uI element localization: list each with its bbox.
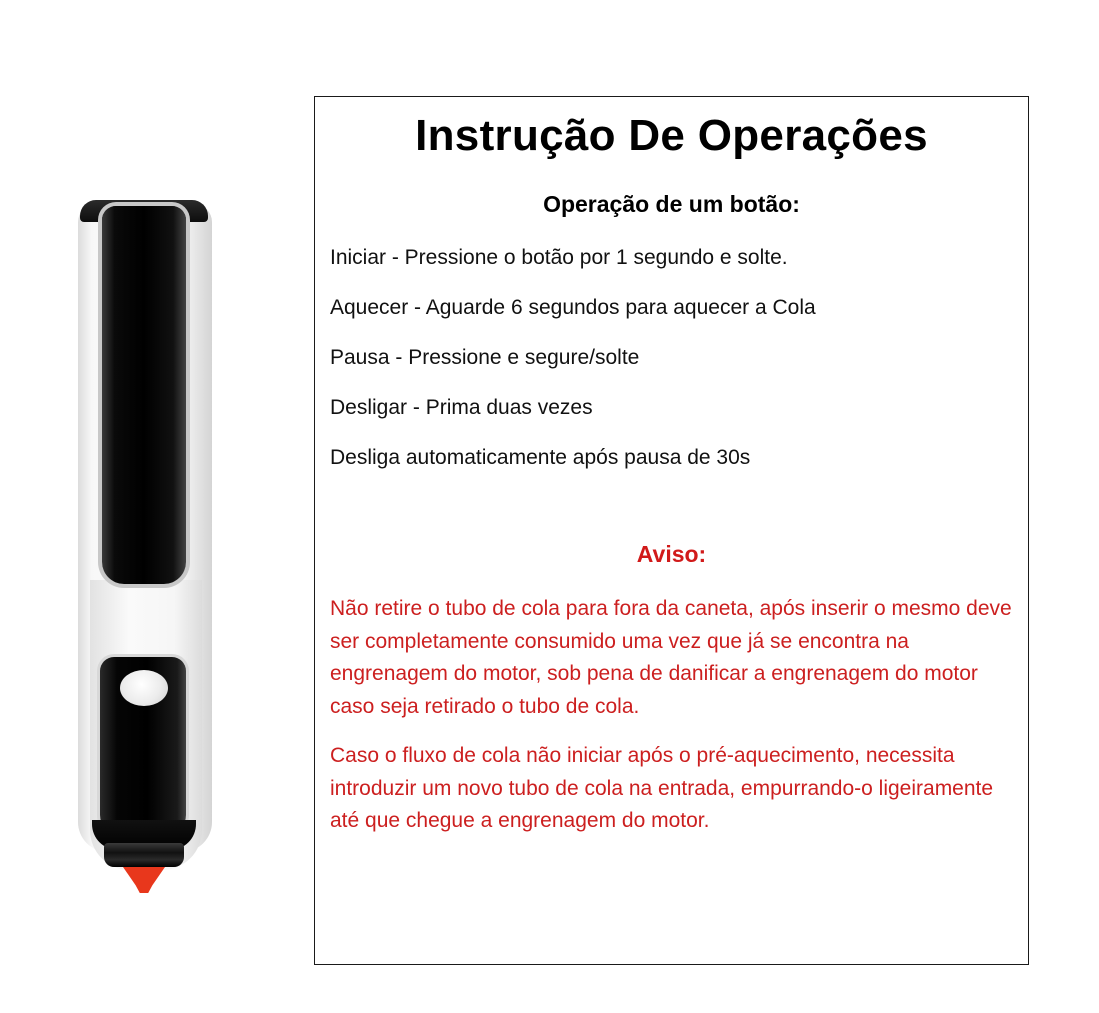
pen-nozzle [123,867,165,893]
glue-pen-illustration [76,200,216,900]
warning-title: Aviso: [636,541,707,567]
step-start: Iniciar - Pressione o botão por 1 segundo e solte. [330,246,788,269]
pen-power-button-icon [120,670,168,706]
pen-glue-slot [102,206,186,584]
page-title: Instrução De Operações [415,111,928,160]
section-subtitle: Operação de um botão: [543,191,800,217]
instructions-panel [314,96,1029,965]
step-auto-off: Desliga automaticamente após pausa de 30s [330,446,751,469]
operation-steps-list [330,243,816,493]
warning-paragraph-1: Não retire o tubo de cola para fora da caneta, após inserir o mesmo deve ser completamente consumido uma vez que já se encontra na engrenagem do motor, sob pena de danificar a engrenagem do motor caso seja retirado o tubo de cola. [330,597,1012,718]
step-off: Desligar - Prima duas vezes [330,396,593,419]
step-heat: Aquecer - Aguarde 6 segundos para aquecer a Cola [330,296,816,319]
step-pause: Pausa - Pressione e segure/solte [330,346,640,369]
pen-tip-ring [104,843,184,867]
warning-paragraph-2: Caso o fluxo de cola não iniciar após o pré-aquecimento, necessita introduzir um novo tubo de cola na entrada, empurrando-o ligeiramente até que chegue a engrenagem do motor. [330,744,994,832]
